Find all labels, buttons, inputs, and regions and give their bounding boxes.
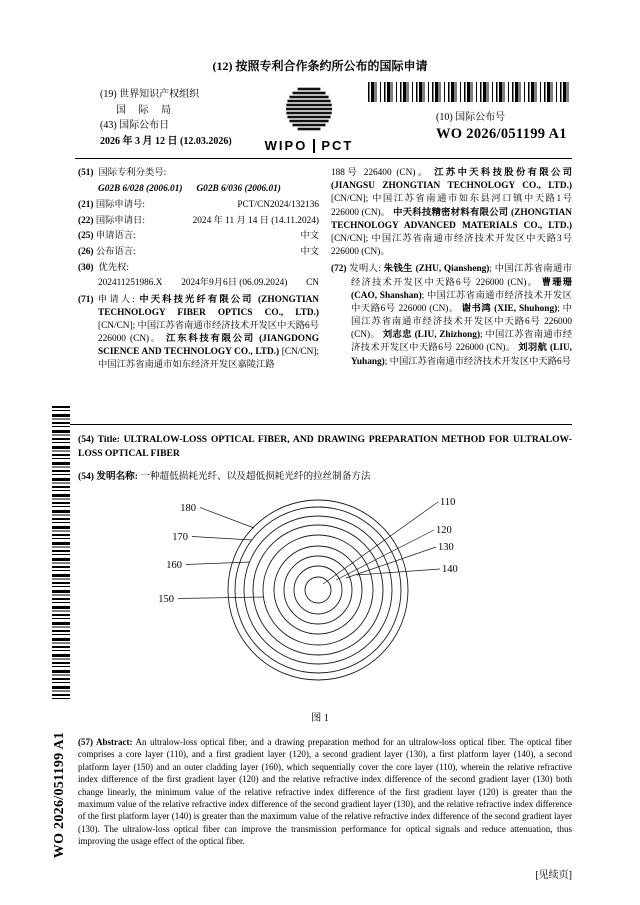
field-51 [78,167,319,180]
field-30-code: (30) [78,262,94,273]
figure-label-150: 150 [158,594,174,605]
field-51-values [78,183,319,196]
title-en [78,433,572,461]
priority-data [78,277,319,290]
field-21-code: (21) [78,199,94,210]
publication-language: 中文 [300,246,319,257]
figure-label-170: 170 [172,532,188,543]
field-26 [78,246,319,259]
field-72-code: (72) [331,264,347,275]
pub-date-value: 2026 年 3 月 12 日 (12.03.2026) [100,135,232,147]
field-25-code: (25) [78,231,94,242]
field-51-code: (51) [78,168,94,178]
priority-number: 202411251986.X [98,278,163,289]
field-71-code: (71) [78,294,94,305]
pub-number-value: WO 2026/051199 A1 [436,126,567,142]
figure-label-160: 160 [166,560,182,571]
figure-1 [140,490,500,724]
applicants-continued-text: 188号 226400 (CN)。 江苏中天科技股份有限公司 (JIANGSU ZHONGTIAN TECHNOLOGY CO., LTD.) [CN/CN]; 中国江苏省南通市如东县河口镇中天路1号 226000 (CN)。 中天科技精密材料有限公司 (ZHONGTIAN TECHNOLOGY ADVANCED MATERIALS CO., LTD.) [CN/CN]; 中国江苏省南通市经济技术开发区中天路3号 226000 (CN)。 [331,168,572,258]
ipc-code-1: G02B 6/028 (2006.01) [98,183,183,194]
field-22 [78,215,319,228]
pub-date-label: (43) 国际公布日 [100,120,170,131]
figure-caption: 图 1 [311,713,329,724]
wipo-pct-logo [253,83,365,153]
field-22-code: (22) [78,215,94,226]
figure-label-180: 180 [180,503,196,514]
org-name: (19) 世界知识产权组织 [100,89,200,100]
abstract-text: An ultralow-loss optical fiber, and a drawing preparation method for an ultralow-loss optical fiber. The optical fiber comprises a core layer (110), and a first gradient layer (120), a second gradient layer (130), a first platform layer (140), a second platform layer (150) and an outer cladding layer (160), which sequentially cover the core layer (110), wherein the relative refractive index difference of the first gradient layer (120) and the relative refractive index difference of the second gradient layer (130) both change linearly, the minimum value of the relative refractive index difference of the first gradient layer (120) is greater than the maximum value of the relative refractive index difference of the second gradient layer (130), and the relative refractive index difference of the first platform layer (140) is greater than the maximum value of the relative refractive index difference of the second gradient layer (130). The ultralow-loss optical fiber can improve the transmission performance for optical signals and reduce attenuation, thus improving the usage effect of the optical fiber. [78,737,572,847]
field-71-label: 申请人: [97,294,135,305]
field-72-inventors [331,263,572,369]
figure-label-110: 110 [440,497,456,508]
field-21 [78,199,319,212]
figure-label-130: 130 [438,542,454,553]
title-zh-text: 一种超低损耗光纤、以及超低损耗光纤的拉丝制备方法 [140,470,371,482]
wipo-pct-wordmark [253,138,365,153]
priority-country: CN [306,278,319,289]
title-block [78,433,572,484]
field-72-label: 发明人: [349,264,381,275]
wipo-wordmark: WIPO [264,138,308,153]
field-26-label: 公布语言: [95,246,136,257]
applicants-text: 中天科技光纤有限公司 (ZHONGTIAN TECHNOLOGY FIBER OPTICS CO., LTD.) [CN/CN]; 中国江苏省南通市经济技术开发区中天路6号 226000 (CN)。 江东科技有限公司 (JIANGDONG SCIENCE AND TECHNOLOGY CO., LTD.) [CN/CN]; 中国江苏省南通市如东经济开发区嘉陵江路 [98,294,320,371]
top-barcode [368,82,570,102]
bibliographic-left-column [78,167,319,373]
international-bureau-label: 国 际 局 [116,104,176,116]
bibliographic-right-column [331,167,572,369]
title-en-text: ULTRALOW-LOSS OPTICAL FIBER, AND DRAWING PREPARATION METHOD FOR ULTRALOW-LOSS OPTICAL FIBER [78,434,572,459]
filing-language: 中文 [300,231,319,242]
field-30-label: 优先权: [98,262,129,273]
side-publication-number: WO 2026/051199 A1 [52,731,67,859]
field-25-label: 申请语言: [95,231,136,242]
abstract-block [78,736,572,848]
inventors-text: 朱钱生 (ZHU, Qiansheng); 中国江苏省南通市经济技术开发区中天路6号 226000 (CN)。 曹珊珊 (CAO, Shanshan); 中国江苏省南通市经济技术开发区中天路6号 226000 (CN)。 谢书鸿 (XIE, Shuhong); 中国江苏省南通市经济技术开发区中天路6号 226000 (CN)。 刘志忠 (LIU, Zhizhong); 中国江苏省南通市经济技术开发区中天路6号 226000 (CN)。 刘羽航 (LIU, Yuhang); 中国江苏省南通市经济技术开发区中天路6号 [351,264,572,367]
title-zh [78,470,572,484]
field-51-label: 国际专利分类号: [98,168,167,178]
application-number: PCT/CN2024/132136 [237,199,319,210]
title-zh-label: (54) 发明名称: [78,470,138,482]
figure-label-140: 140 [442,564,458,575]
title-en-label: (54) Title: [78,434,120,445]
wipo-globe-icon [283,83,335,135]
pct-publication-heading: (12) 按照专利合作条约所公布的国际申请 [212,59,428,73]
body-divider-rule [52,424,572,425]
wordmark-divider [313,139,315,153]
ipc-code-2: G02B 6/036 (2006.01) [196,183,281,194]
pub-number-label: (10) 国际公布号 [436,112,506,123]
figure-label-120: 120 [436,525,452,536]
abstract-label: (57) Abstract: [78,737,133,747]
field-71-applicants [78,294,319,373]
field-25 [78,230,319,243]
field-21-label: 国际申请号: [95,199,145,210]
side-barcode [52,406,70,702]
priority-date: 2024年9月6日 (06.09.2024) [181,278,288,289]
continuation-note: [见续页] [535,870,572,881]
field-30 [78,262,319,275]
pct-wordmark: PCT [321,138,354,153]
wipo-org-block [100,87,232,149]
field-22-label: 国际申请日: [95,215,145,226]
header-divider-rule [75,158,572,159]
filing-date: 2024 年 11 月 14 日 (14.11.2024) [192,215,319,226]
field-26-code: (26) [78,246,94,257]
optical-fiber-cross-section-drawing [140,490,500,690]
publication-number-block [436,108,567,143]
